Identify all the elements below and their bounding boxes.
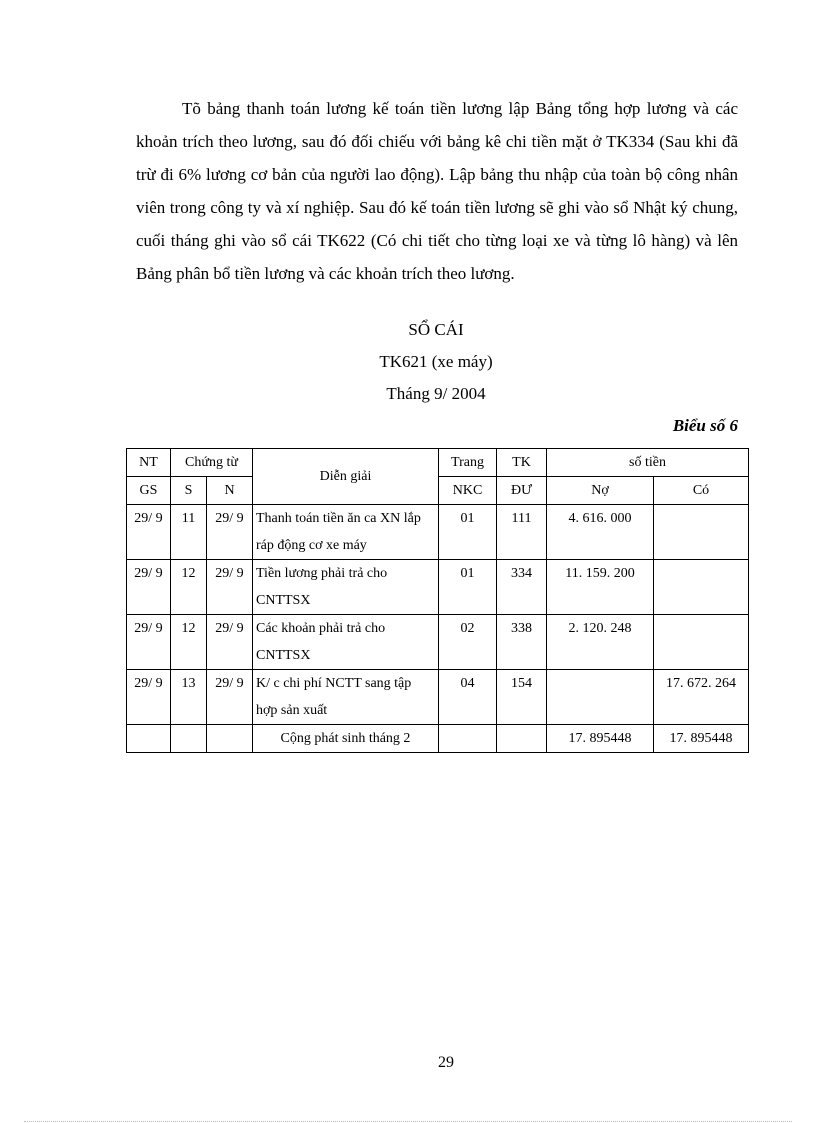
header-co: Có (654, 477, 749, 505)
cell-co: 17. 672. 264 (654, 670, 749, 725)
cell-s: 12 (171, 560, 207, 615)
cell-trang: 04 (439, 670, 497, 725)
cell-empty (171, 725, 207, 753)
cell-no: 11. 159. 200 (547, 560, 654, 615)
ledger-account: TK621 (xe máy) (379, 352, 493, 371)
header-n: N (207, 477, 253, 505)
ledger-period: Tháng 9/ 2004 (386, 384, 486, 403)
header-nkc: NKC (439, 477, 497, 505)
cell-no (547, 670, 654, 725)
cell-co (654, 505, 749, 560)
cell-ntgs: 29/ 9 (127, 615, 171, 670)
header-nt: NT (127, 449, 171, 477)
cell-empty (207, 725, 253, 753)
cell-empty (497, 725, 547, 753)
header-dien-giai: Diễn giải (253, 449, 439, 505)
cell-tk: 334 (497, 560, 547, 615)
header-trang: Trang (439, 449, 497, 477)
cell-trang: 01 (439, 560, 497, 615)
table-row (127, 505, 749, 560)
cell-desc: Các khoản phải trả cho CNTTSX (253, 615, 439, 670)
cell-s: 13 (171, 670, 207, 725)
cell-desc: K/ c chi phí NCTT sang tập hợp sản xuất (253, 670, 439, 725)
cell-desc: Tiền lương phải trả cho CNTTSX (253, 560, 439, 615)
cell-ntgs: 29/ 9 (127, 560, 171, 615)
total-co: 17. 895448 (654, 725, 749, 753)
cell-desc: Thanh toán tiền ăn ca XN lắp ráp động cơ xe máy (253, 505, 439, 560)
header-du: ĐƯ (497, 477, 547, 505)
header-chung-tu: Chứng từ (171, 449, 253, 477)
header-s: S (171, 477, 207, 505)
header-so-tien: số tiền (547, 449, 749, 477)
cell-tk: 111 (497, 505, 547, 560)
cell-empty (127, 725, 171, 753)
table-row (127, 615, 749, 670)
cell-tk: 338 (497, 615, 547, 670)
cell-co (654, 560, 749, 615)
cell-s: 11 (171, 505, 207, 560)
form-label: Biểu số 6 (672, 416, 738, 435)
cell-n: 29/ 9 (207, 560, 253, 615)
ledger-title: SỔ CÁI (408, 320, 464, 339)
header-gs: GS (127, 477, 171, 505)
cell-s: 12 (171, 615, 207, 670)
page-bottom-divider (24, 1121, 792, 1122)
header-no: Nợ (547, 477, 654, 505)
cell-co (654, 615, 749, 670)
total-label: Cộng phát sinh tháng 2 (253, 725, 439, 753)
total-row (127, 725, 749, 753)
body-paragraph: Tõ bảng thanh toán lương kế toán tiền lương lập Bảng tổng hợp lương và các khoản trích theo lương, sau đó đối chiếu với bảng kê chi tiền mặt ở TK334 (Sau khi đã trừ đi 6% lương cơ bản của người lao động). Lập bảng thu nhập của toàn bộ công nhân viên trong công ty và xí nghiệp. Sau đó kế toán tiền lương sẽ ghi vào sổ Nhật ký chung, cuối tháng ghi vào sổ cái TK622 (Có chi tiết cho từng loại xe và từng lô hàng) và lên Bảng phân bổ tiền lương và các khoản trích theo lương. (136, 99, 738, 283)
table-row (127, 670, 749, 725)
header-tk: TK (497, 449, 547, 477)
ledger-table (126, 448, 749, 753)
table-row (127, 560, 749, 615)
total-no: 17. 895448 (547, 725, 654, 753)
cell-trang: 01 (439, 505, 497, 560)
cell-ntgs: 29/ 9 (127, 670, 171, 725)
cell-no: 2. 120. 248 (547, 615, 654, 670)
page-number: 29 (438, 1054, 454, 1071)
cell-n: 29/ 9 (207, 670, 253, 725)
cell-no: 4. 616. 000 (547, 505, 654, 560)
cell-tk: 154 (497, 670, 547, 725)
cell-empty (439, 725, 497, 753)
cell-trang: 02 (439, 615, 497, 670)
cell-ntgs: 29/ 9 (127, 505, 171, 560)
cell-n: 29/ 9 (207, 615, 253, 670)
cell-n: 29/ 9 (207, 505, 253, 560)
